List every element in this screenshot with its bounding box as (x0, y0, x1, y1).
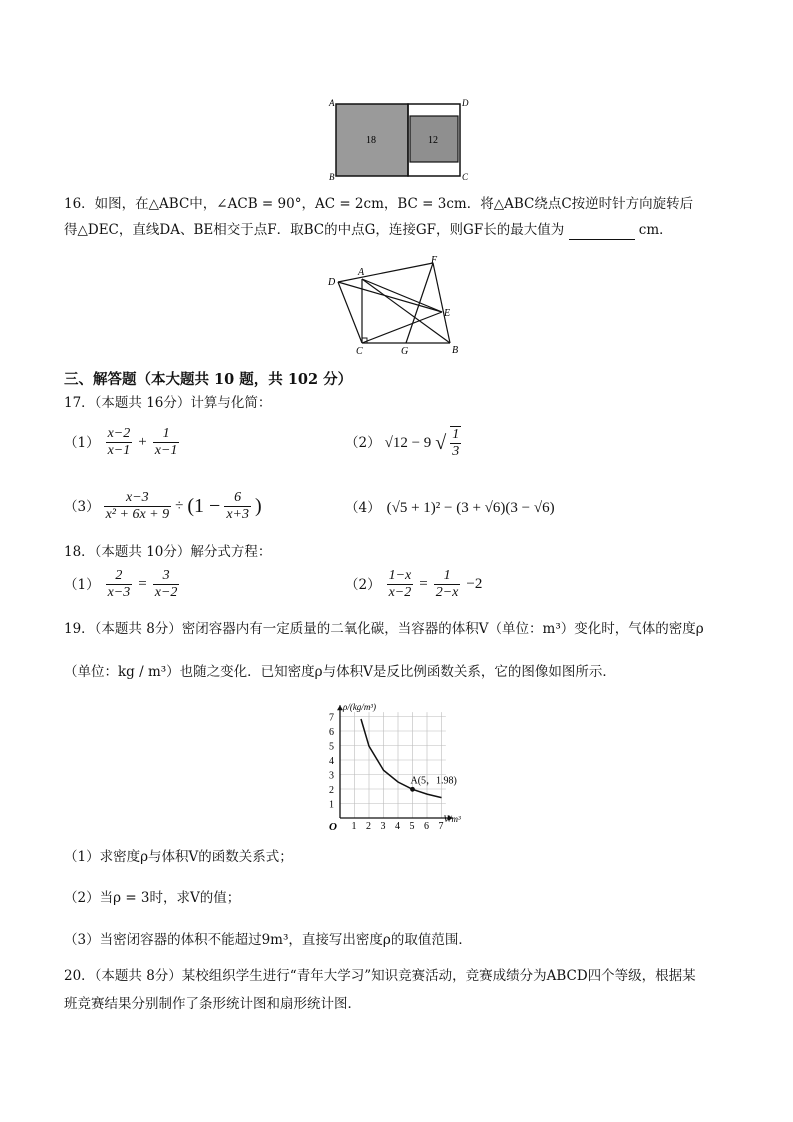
sqrt-sign: √ (435, 431, 447, 454)
q17-part2 (345, 426, 461, 460)
y-tick-label: 7 (329, 712, 334, 724)
fig16-label-f: F (431, 255, 438, 266)
origin-label: O (329, 821, 337, 832)
num: 3 (162, 568, 170, 583)
q17-part4 (345, 498, 555, 518)
x-tick-label: 1 (351, 821, 357, 832)
q16-line1: 16．如图，在△ABC中，∠ACB = 90°，AC = 2cm，BC = 3cm．将△ABC绕点C按逆时针方向旋转后 (64, 196, 694, 212)
figure-squares (326, 96, 476, 184)
answer-blank (569, 225, 635, 240)
seg-ae (362, 279, 442, 312)
q18-e2-frac1 (387, 568, 414, 601)
x-tick-label: 5 (409, 821, 415, 832)
x-tick-label: 6 (424, 821, 429, 832)
chart-grid (340, 712, 446, 818)
q16-line2 (64, 220, 673, 240)
y-tick-label: 2 (329, 785, 334, 796)
q17-e3-frac1 (104, 490, 172, 523)
num: 2 (115, 568, 123, 583)
seg-ec (362, 312, 442, 343)
chart-points (410, 787, 415, 792)
q19-sub1: （1）求密度ρ与体积V的函数关系式； (64, 849, 293, 865)
den: x−1 (107, 443, 131, 458)
q17-p1-label: （1） (64, 434, 100, 451)
q17-e2-text: √12 − 9 (384, 434, 432, 451)
squares-svg (326, 96, 476, 184)
q19-sub3: （3）当密闭容器的体积不能超过9m³，直接写出密度ρ的取值范围． (64, 932, 472, 948)
q17-part3 (64, 490, 262, 523)
den: x+3 (226, 507, 249, 522)
q18-part2 (345, 568, 482, 601)
y-tick-label: 5 (329, 741, 334, 753)
q20-line2: 班竞赛结果分别制作了条形统计图和扇形统计图． (64, 996, 361, 1012)
num: 1−x (388, 568, 412, 583)
num: 1 (162, 426, 170, 441)
num: x−2 (107, 426, 131, 441)
den: x−3 (107, 585, 131, 600)
divide-op: ÷ (175, 498, 184, 514)
q17-e1-frac1 (106, 426, 133, 459)
seg-df (338, 263, 433, 282)
label-12: 12 (428, 135, 438, 146)
paren-right: ) (254, 495, 262, 517)
fig16-label-c: C (356, 346, 363, 355)
q17-e1-frac2 (153, 426, 180, 459)
density-chart (318, 692, 478, 832)
fig16-label-e: E (444, 308, 451, 319)
den: x−2 (388, 585, 412, 600)
q18-p1-label: （1） (64, 576, 100, 593)
fig16-label-d: D (328, 277, 336, 288)
x-tick-label: 3 (380, 821, 386, 832)
num: x−3 (126, 490, 149, 505)
fig16-label-b: B (452, 345, 459, 355)
den: x−1 (154, 443, 178, 458)
q16-line2-text: 得△DEC，直线DA、BE相交于点F．取BC的中点G，连接GF，则GF长的最大值为 (64, 222, 565, 238)
y-tick-label: 6 (329, 727, 334, 738)
seg-de (338, 282, 442, 312)
label-a: A (329, 98, 335, 108)
q19-line1: 19．（本题共 8分）密闭容器内有一定质量的二氧化碳，当容器的体积V（单位：m³）变化时，气体的密度ρ (64, 621, 704, 637)
label-b: B (329, 172, 335, 182)
q17-stem: 17．（本题共 16分）计算与化简： (64, 395, 272, 411)
q18-e1-frac1 (106, 568, 133, 601)
den: 2−x (435, 585, 459, 600)
rotation-svg (326, 255, 462, 355)
figure-rotation (326, 255, 462, 355)
q18-e2-frac2 (434, 568, 461, 601)
equals-op: = (138, 576, 147, 592)
q18-p2-label: （2） (345, 576, 381, 593)
point-a-annotation: A(5，1.98) (410, 775, 457, 787)
q18-stem: 18．（本题共 10分）解分式方程： (64, 544, 272, 560)
fig16-label-g: G (401, 346, 409, 355)
num: 1 (452, 427, 460, 442)
x-axis-label: V/m³ (443, 814, 461, 824)
q17-e2-frac (450, 426, 461, 460)
x-tick-label: 2 (366, 821, 371, 832)
q19-sub2: （2）当ρ = 3时，求V的值； (64, 890, 241, 906)
chart-svg (318, 692, 478, 832)
den: x² + 6x + 9 (105, 507, 170, 522)
section-heading: 三、解答题（本大题共 10 题，共 102 分） (64, 371, 353, 388)
num: 1 (443, 568, 451, 583)
q17-e3-frac2 (224, 490, 251, 523)
q17-p2-label: （2） (345, 435, 381, 451)
seg-fb (433, 263, 450, 343)
paren-left: (1 − (187, 495, 221, 517)
y-tick-label: 1 (329, 799, 334, 811)
num: 6 (234, 490, 242, 505)
seg-dc (338, 282, 362, 343)
q20-line1: 20．（本题共 8分）某校组织学生进行“青年大学习”知识竞赛活动，竞赛成绩分为ABCD四个等级，根据某 (64, 968, 696, 984)
q18-part1 (64, 568, 179, 601)
q17-e4: (√5 + 1)² − (3 + √6)(3 − √6) (386, 499, 555, 516)
y-axis-label: ρ/(kg/m³) (343, 702, 377, 713)
fig16-label-a: A (358, 267, 365, 278)
q17-part1 (64, 426, 179, 459)
q17-p3-label: （3） (64, 498, 100, 515)
equals-op: = (419, 576, 428, 592)
label-d: D (462, 98, 469, 108)
q19-line2: （单位：kg / m³）也随之变化．已知密度ρ与体积V是反比例函数关系，它的图像如图所示． (64, 664, 616, 680)
label-c: C (462, 172, 469, 182)
plus-op: + (138, 434, 147, 450)
y-tick-label: 4 (329, 756, 334, 767)
x-tick-label: 7 (438, 821, 444, 832)
point-a (410, 787, 415, 792)
den: 3 (452, 444, 460, 459)
den: x−2 (154, 585, 178, 600)
q18-e1-frac2 (153, 568, 180, 601)
x-tick-label: 4 (395, 821, 400, 832)
q17-p4-label: （4） (345, 500, 381, 516)
y-tick-label: 3 (329, 770, 334, 782)
minus-two: −2 (466, 576, 483, 592)
label-18: 18 (366, 135, 376, 146)
q16-line2-unit: cm． (638, 222, 673, 238)
